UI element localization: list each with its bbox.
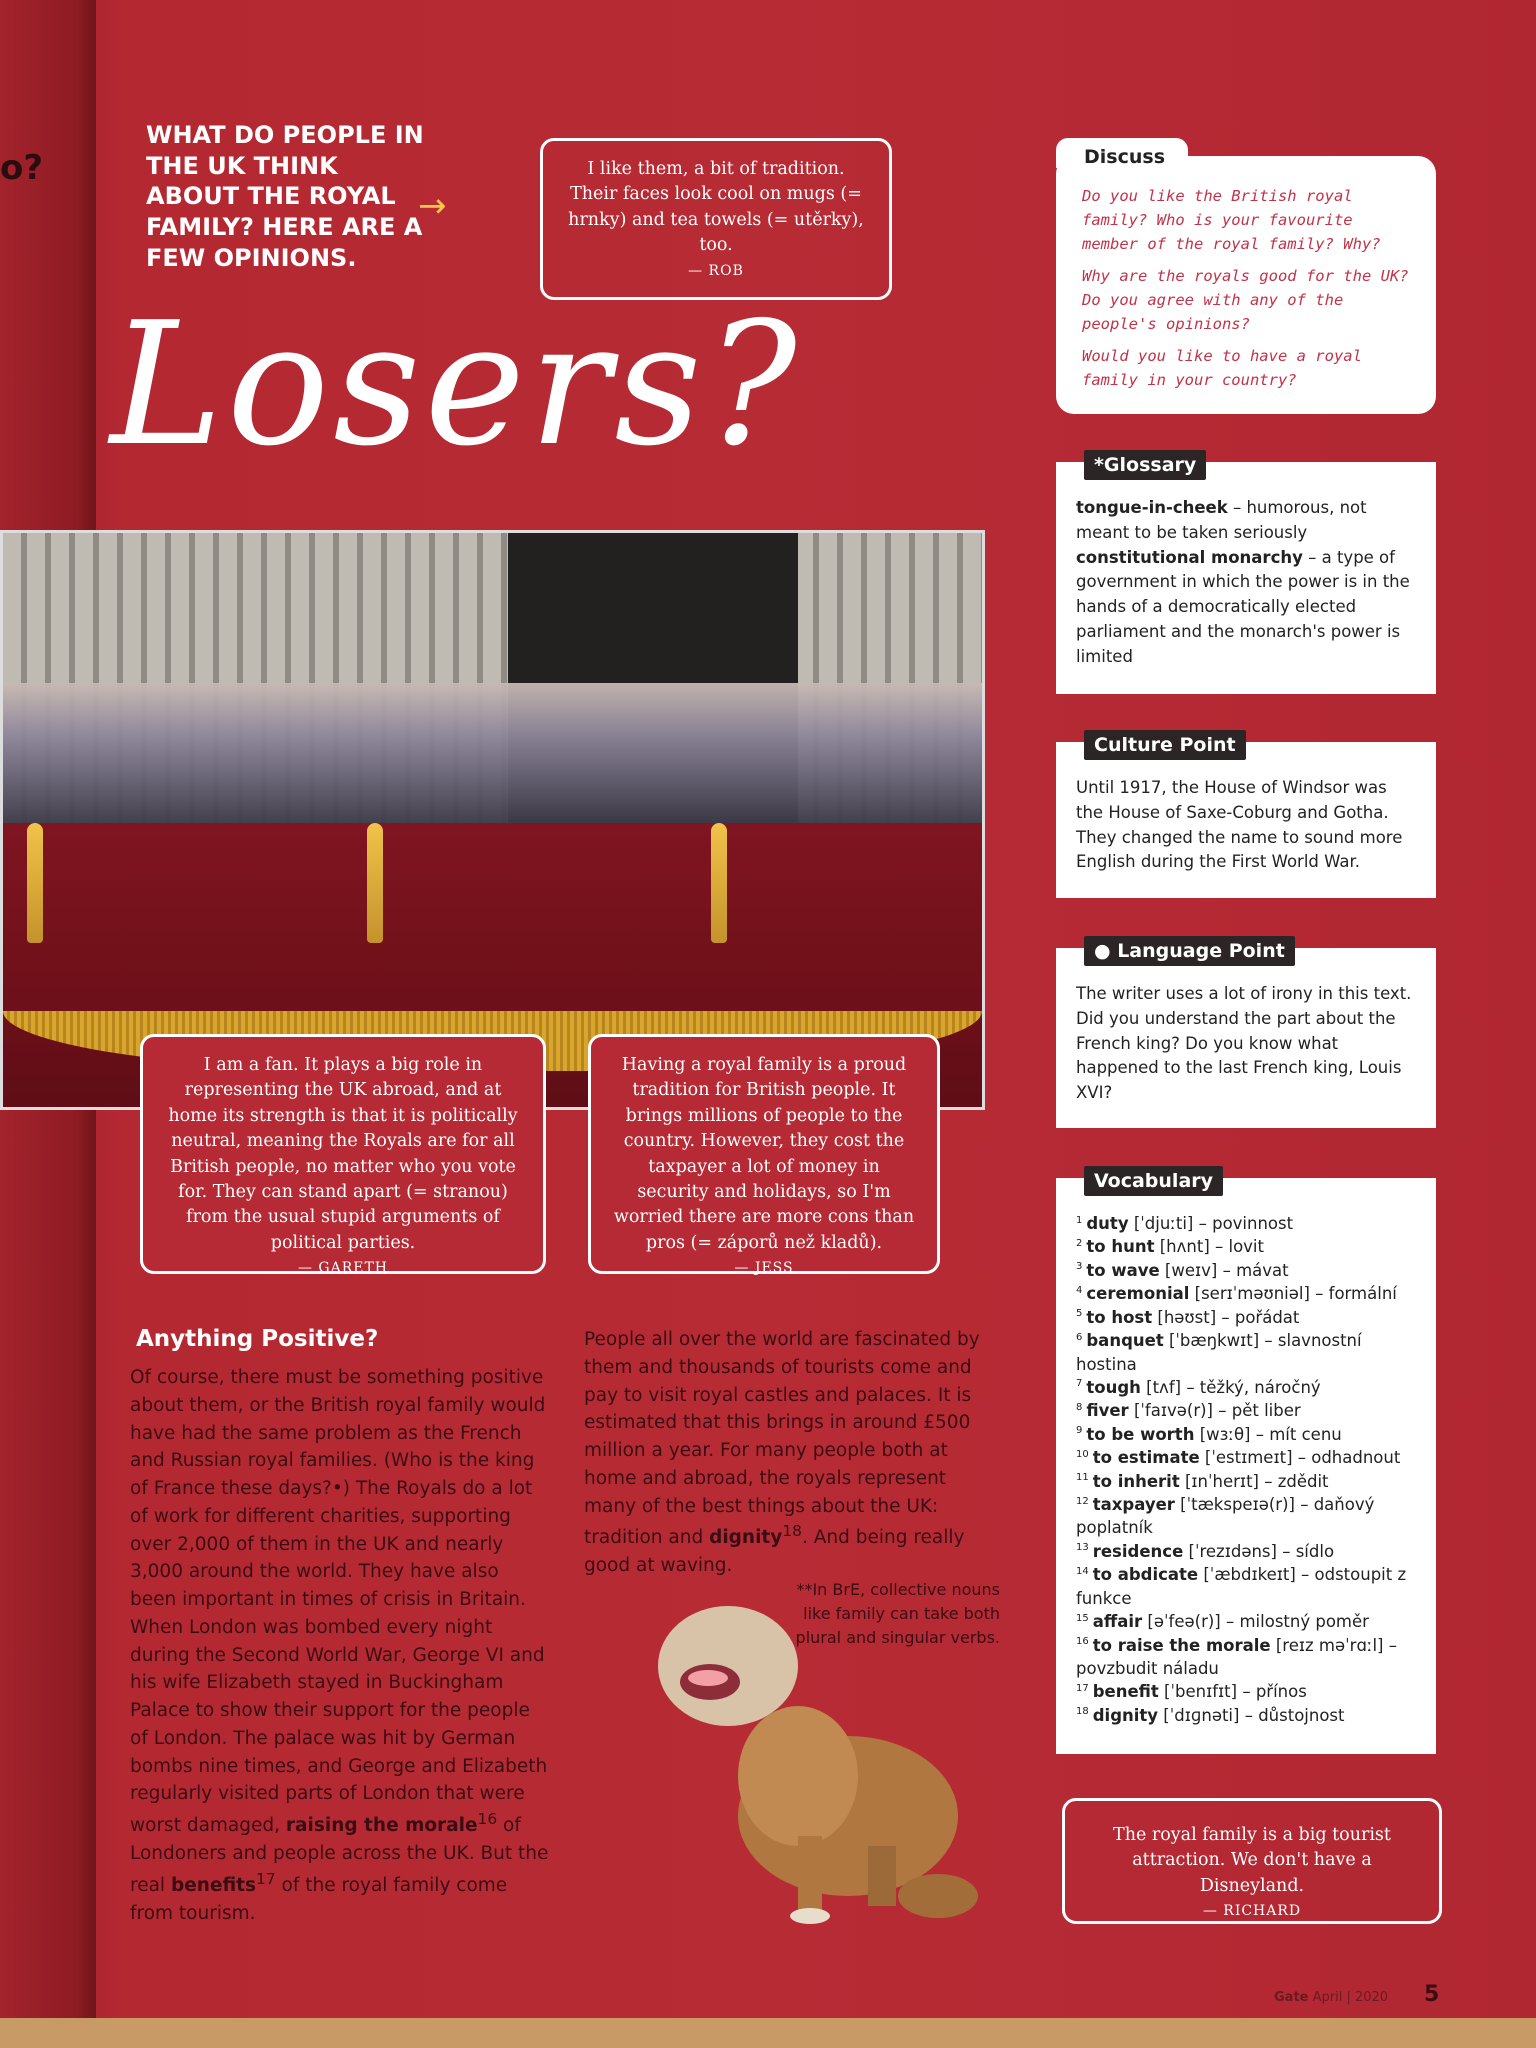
vocab-word: to be worth [1086, 1424, 1195, 1444]
footnote-ref: 18 [782, 1522, 802, 1541]
vocabulary-label: Vocabulary [1084, 1166, 1223, 1196]
quote-gareth [140, 1034, 546, 1274]
body-text: People all over the world are fascinated by them and thousands of tourists come and pay to visit royal castles and palaces. It is estimated that this brings in around £500 million a year. For many people both at home and abroad, the royals represent many of the best things about the UK: tradition and [584, 1329, 980, 1549]
vocab-number: 2 [1076, 1237, 1083, 1249]
vocab-pronunciation-translation: [tʌf] – těžký, náročný [1140, 1377, 1321, 1397]
vocab-highlight: dignity [709, 1527, 783, 1549]
quote-text: Having a royal family is a proud tradition for British people. It brings millions of people to the country. However, they cost the taxpayer a lot of money in security and holidays, so I'm worried there are more cons than pros (= záporů než kladů). [613, 1055, 915, 1253]
footnote-ref: 16 [477, 1810, 498, 1828]
vocab-pronunciation-translation: [ɪnˈherɪt] – zdědit [1179, 1471, 1329, 1491]
vocab-word: tough [1086, 1377, 1141, 1397]
tassel-icon [367, 823, 383, 943]
quote-author: — ROB [688, 262, 744, 279]
quote-author: — JESS [734, 1260, 794, 1276]
vocabulary-item [1076, 1306, 1416, 1329]
vocab-pronunciation-translation: [weɪv] – mávat [1159, 1260, 1289, 1280]
vocabulary-item [1076, 1329, 1416, 1376]
vocabulary-item [1076, 1680, 1416, 1703]
vocab-pronunciation-translation: [wɜːθ] – mít cenu [1194, 1424, 1342, 1444]
quote-text: I am a fan. It plays a big role in representing the UK abroad, and at home its strength is that it is politically neutral, meaning the Royals are for all British people, no matter who you vote for. They can stand apart (= stranou) from the usual stupid arguments of political parties. [168, 1055, 518, 1253]
vocab-number: 13 [1076, 1542, 1089, 1554]
vocabulary-item [1076, 1563, 1416, 1610]
vocabulary-item [1076, 1634, 1416, 1681]
vocab-number: 17 [1076, 1682, 1089, 1694]
vocab-highlight: benefits [170, 1874, 257, 1896]
vocab-word: to raise the morale [1092, 1635, 1271, 1655]
vocab-pronunciation-translation: [ˈdjuːti] – povinnost [1128, 1214, 1294, 1233]
vocab-word: fiver [1086, 1401, 1129, 1421]
quote-rob [540, 138, 892, 300]
body-text: of Londoners and people across the UK. But the real [130, 1815, 549, 1896]
footer-brand: Gate [1274, 1990, 1309, 2005]
discuss-box [1056, 156, 1436, 414]
vocab-pronunciation-translation: [ˈtækspeɪə(r)] – daňový poplatník [1076, 1495, 1375, 1538]
glossary-box [1056, 462, 1436, 694]
vocabulary-item [1076, 1399, 1416, 1422]
vocab-pronunciation-translation: [ˈæbdɪkeɪt] – odstoupit z funkce [1076, 1565, 1407, 1608]
vocabulary-item [1076, 1235, 1416, 1258]
vocab-word: to hunt [1086, 1237, 1155, 1257]
vocab-word: ceremonial [1086, 1284, 1190, 1304]
glossary-term: tongue-in-cheek [1076, 498, 1228, 517]
collective-nouns-note: **In BrE, collective nouns like family can take both plural and singular verbs. [795, 1580, 1000, 1647]
vocabulary-item [1076, 1259, 1416, 1282]
vocab-pronunciation-translation: [əˈfeə(r)] – milostný poměr [1142, 1612, 1369, 1632]
vocab-number: 7 [1076, 1378, 1083, 1390]
quote-text: The royal family is a big tourist attraction. We don't have a Disneyland. [1113, 1825, 1391, 1896]
vocab-pronunciation-translation: [ˈdɪɡnəti] – důstojnost [1158, 1705, 1345, 1725]
article-column-1 [130, 1364, 550, 1927]
vocab-highlight: raising the morale [285, 1815, 478, 1837]
vocabulary-item [1076, 1423, 1416, 1446]
vocab-number: 14 [1076, 1565, 1089, 1577]
vocabulary-list [1076, 1212, 1416, 1727]
glossary-definition: – a type of government in which the power is in the hands of a democratically elected parliament and the monarch's power is limited [1076, 547, 1410, 666]
article-column-2 [584, 1326, 994, 1580]
vocab-word: residence [1092, 1541, 1184, 1561]
language-point-label: ● Language Point [1084, 936, 1295, 966]
body-text: Of course, there must be something positive about them, or the British royal family would have had the same problem as the French and Russian royal families. (Who is the king of France these days?•) The Royals do a lot of work for different charities, supporting over 2,000 of them in the UK and nearly 3,000 around the world. They have also been important in times of crisis in Britain. When London was bombed every night during the Second World War, George VI and his wife Elizabeth stayed in Buckingham Palace to show their support for the people of London. The palace was hit by German bombs nine times, and George and Elizabeth regularly visited parts of London that were worst damaged, [130, 1367, 548, 1837]
vocab-pronunciation-translation: [ˈestɪmeɪt] – odhadnout [1199, 1448, 1401, 1468]
vocab-pronunciation-translation: [ˈbenɪfɪt] – přínos [1158, 1682, 1307, 1702]
vocab-number: 11 [1076, 1472, 1089, 1484]
vocab-number: 5 [1076, 1308, 1083, 1320]
vocab-number: 6 [1076, 1331, 1083, 1343]
footnote-ref: 17 [256, 1869, 276, 1888]
vocab-pronunciation-translation: [serɪˈməʊniəl] – formální [1189, 1284, 1397, 1304]
quote-richard [1062, 1798, 1442, 1924]
vocabulary-item [1076, 1446, 1416, 1469]
culture-point-label: Culture Point [1084, 730, 1246, 760]
footer-issue [1274, 1990, 1388, 2005]
culture-point-text: Until 1917, the House of Windsor was the House of Saxe-Coburg and Gotha. They changed the name to sound more English during the First World War. [1076, 778, 1403, 872]
vocab-word: to inherit [1092, 1471, 1180, 1491]
vocabulary-item [1076, 1282, 1416, 1305]
vocab-pronunciation-translation: [hʌnt] – lovit [1154, 1237, 1264, 1257]
vocab-word: taxpayer [1092, 1495, 1175, 1515]
vocabulary-item [1076, 1212, 1416, 1235]
vocab-pronunciation-translation: [həʊst] – pořádat [1152, 1307, 1300, 1327]
body-text: . And being really good at waving. [584, 1527, 965, 1577]
vocab-number: 8 [1076, 1401, 1083, 1413]
vocab-word: dignity [1092, 1705, 1159, 1725]
vocabulary-item [1076, 1470, 1416, 1493]
section-heading: Anything Positive? [136, 1326, 379, 1352]
quote-jess [588, 1034, 940, 1274]
vocab-pronunciation-translation: [reɪz məˈrɑːl] – povzbudit náladu [1076, 1635, 1397, 1679]
culture-point-box [1056, 742, 1436, 898]
vocabulary-item [1076, 1610, 1416, 1633]
language-point-text: The writer uses a lot of irony in this text. Did you understand the part about the French king? Do you know what happened to the last French king, Louis XVI? [1076, 984, 1412, 1102]
glossary-term: constitutional monarchy [1076, 547, 1303, 567]
vocabulary-item [1076, 1704, 1416, 1727]
vocab-pronunciation-translation: [ˈfaɪvə(r)] – pět liber [1128, 1401, 1301, 1421]
vocab-word: benefit [1092, 1682, 1159, 1702]
vocab-word: to estimate [1092, 1448, 1200, 1468]
vocab-word: to wave [1086, 1260, 1160, 1280]
glossary-definition: – humorous, not meant to be taken seriously [1076, 498, 1367, 542]
page-number: 5 [1424, 1982, 1440, 2007]
vocab-number: 10 [1076, 1448, 1089, 1460]
tassel-icon [27, 823, 43, 943]
table-surface [0, 2018, 1536, 2048]
vocab-word: duty [1086, 1214, 1129, 1233]
vocab-number: 1 [1076, 1214, 1083, 1226]
royal-family-group [3, 683, 982, 823]
tassel-icon [711, 823, 727, 943]
quote-text: I like them, a bit of tradition. Their faces look cool on mugs (= hrnky) and tea towels (= utěrky), too. [568, 159, 864, 256]
vocab-number: 3 [1076, 1261, 1083, 1273]
quote-author: — RICHARD [1202, 1903, 1302, 1920]
vocab-word: to abdicate [1092, 1565, 1199, 1585]
vocab-number: 15 [1076, 1612, 1089, 1624]
vocabulary-item [1076, 1376, 1416, 1399]
arrow-right-icon: → [418, 186, 447, 226]
vocab-number: 18 [1076, 1706, 1089, 1718]
bulldog-image [648, 1586, 998, 1926]
language-point-box [1056, 948, 1436, 1128]
vocab-number: 4 [1076, 1284, 1083, 1296]
royal-family-balcony-photo [0, 530, 985, 1110]
vocab-word: to host [1086, 1307, 1153, 1327]
vocab-word: affair [1092, 1612, 1143, 1632]
vocab-pronunciation-translation: [ˈbæŋkwɪt] – slavnostní hostina [1076, 1331, 1362, 1374]
page-title: Losers? [110, 286, 801, 484]
intro-heading: WHAT DO PEOPLE IN THE UK THINK ABOUT THE ROYAL FAMILY? HERE ARE A FEW OPINIONS. [146, 121, 424, 272]
quote-author: — GARETH [297, 1260, 389, 1276]
discuss-question: Why are the royals good for the UK? Do you agree with any of the people's opinions? [1082, 267, 1409, 334]
glossary-label: *Glossary [1084, 450, 1206, 480]
vocabulary-box [1056, 1178, 1436, 1754]
body-text: of the royal family come from tourism. [130, 1874, 508, 1924]
footer-date: April | 2020 [1312, 1990, 1389, 2005]
vocab-number: 12 [1076, 1495, 1089, 1507]
vocabulary-item [1076, 1493, 1416, 1540]
discuss-question: Would you like to have a royal family in your country? [1082, 347, 1362, 390]
vocab-number: 16 [1076, 1636, 1089, 1648]
vocabulary-item [1076, 1540, 1416, 1563]
vocab-pronunciation-translation: [ˈrezɪdəns] – sídlo [1183, 1541, 1335, 1561]
previous-page-text: o? [0, 148, 44, 188]
discuss-label: Discuss [1084, 146, 1166, 168]
vocab-number: 9 [1076, 1425, 1083, 1437]
discuss-question: Do you like the British royal family? Who is your favourite member of the royal family? Why? [1082, 187, 1381, 254]
vocab-word: banquet [1086, 1331, 1164, 1351]
